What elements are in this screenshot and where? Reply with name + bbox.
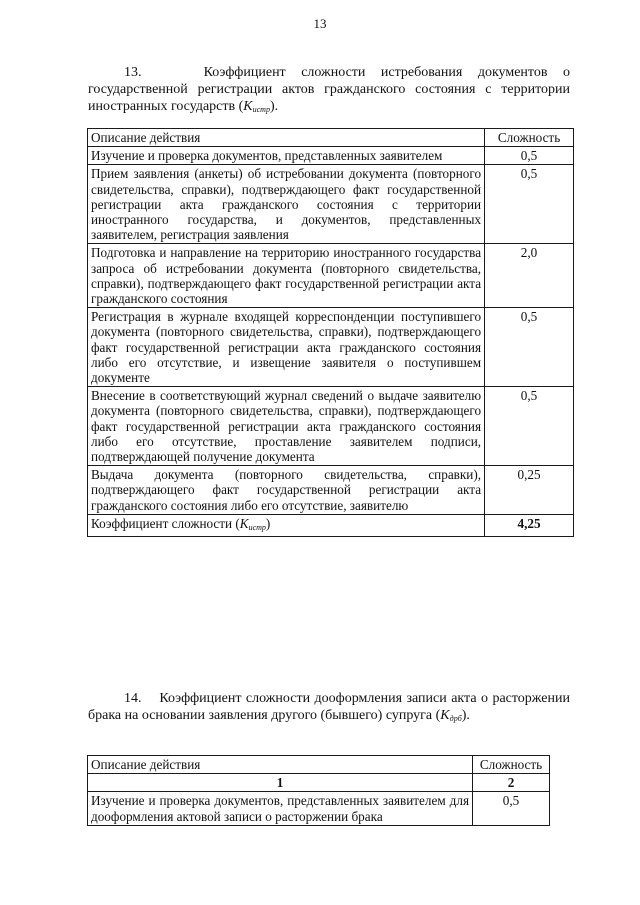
- table-row: [88, 308, 574, 387]
- complexity-value: 0,25: [485, 466, 574, 515]
- complexity-value: 2,0: [485, 244, 574, 308]
- column-header-complexity: Сложность: [485, 129, 574, 147]
- coefficient-symbol: $K_{истр}$: [243, 99, 270, 114]
- table-total-row: [88, 514, 574, 536]
- table-row: [88, 387, 574, 466]
- action-description: Изучение и проверка документов, представленных заявителем: [88, 147, 485, 165]
- action-description: Подготовка и направление на территорию иностранного государства запроса об истребовании документа (повторного свидетельства, справки), подтверждающего факт государственной регистрации акта гражданского состояния: [88, 244, 485, 308]
- column-header-complexity: Сложность: [473, 756, 550, 774]
- complexity-value: 0,5: [485, 387, 574, 466]
- section-14-heading: 14. Коэффициент сложности дооформления записи акта о расторжении брака на основании заявления другого (бывшего) супруга $(K_{дрб})$.: [88, 691, 570, 723]
- total-label: Коэффициент сложности $(K_{истр})$: [88, 514, 485, 536]
- table-row: [88, 466, 574, 515]
- page-number: 13: [313, 16, 327, 31]
- column-header-description: Описание действия: [88, 756, 473, 774]
- column-number-1: 1: [88, 774, 473, 792]
- section-13-number: 13.: [124, 65, 142, 80]
- coefficient-symbol: $K_{истр}$: [239, 515, 266, 532]
- table-row: [88, 244, 574, 308]
- table-header-row: [88, 129, 574, 147]
- section-13-heading: 13. Коэффициент сложности истребования документов о государственной регистрации актов гражданского состояния с территории иностранных государств $(K_{истр})$.: [88, 65, 570, 114]
- complexity-value: 0,5: [485, 147, 574, 165]
- column-number-row: [88, 774, 550, 792]
- action-description: Внесение в соответствующий журнал сведений о выдаче заявителю документа (повторного свидетельства, справки), подтверждающего факт государственной регистрации акта гражданского состояния либо его отсутствие, проставление заявителем подписи, подтверждающей получение документа: [88, 387, 485, 466]
- section-13-title: Коэффициент сложности истребования документов о государственной регистрации актов гражданского состояния с территории иностранных государств (: [88, 65, 570, 114]
- table-row: [88, 147, 574, 165]
- section-13-table: [87, 128, 574, 537]
- action-description: Выдача документа (повторного свидетельства, справки), подтверждающего факт государственной регистрации акта гражданского состояния либо его отсутствие, заявителю: [88, 466, 485, 515]
- complexity-value: 0,5: [485, 308, 574, 387]
- section-14-number: 14.: [124, 691, 142, 706]
- action-description: Прием заявления (анкеты) об истребовании документа (повторного свидетельства, справки), подтверждающего факт государственной регистрации акта гражданского состояния с территории иностранного государства, и документов, представленных заявителем, регистрация заявления: [88, 165, 485, 244]
- total-value: 4,25: [485, 514, 574, 536]
- action-description: Регистрация в журнале входящей корреспонденции поступившего документа (повторного свидетельства, справки), подтверждающего факт государственной регистрации акта гражданского состояния либо его отсутствие, и извещение заявителя о поступившем документе: [88, 308, 485, 387]
- table-row: [88, 165, 574, 244]
- column-header-description: Описание действия: [88, 129, 485, 147]
- complexity-value: 0,5: [473, 792, 550, 825]
- table-row: [88, 792, 550, 825]
- section-14-table: [87, 755, 550, 826]
- section-14-title: Коэффициент сложности дооформления записи акта о расторжении брака на основании заявления другого (бывшего) супруга (: [88, 691, 570, 723]
- action-description: Изучение и проверка документов, представленных заявителем для дооформления актовой записи о расторжении брака: [88, 792, 473, 825]
- column-number-2: 2: [473, 774, 550, 792]
- complexity-value: 0,5: [485, 165, 574, 244]
- table-header-row: [88, 756, 550, 774]
- coefficient-symbol: $K_{дрб}$: [440, 708, 462, 723]
